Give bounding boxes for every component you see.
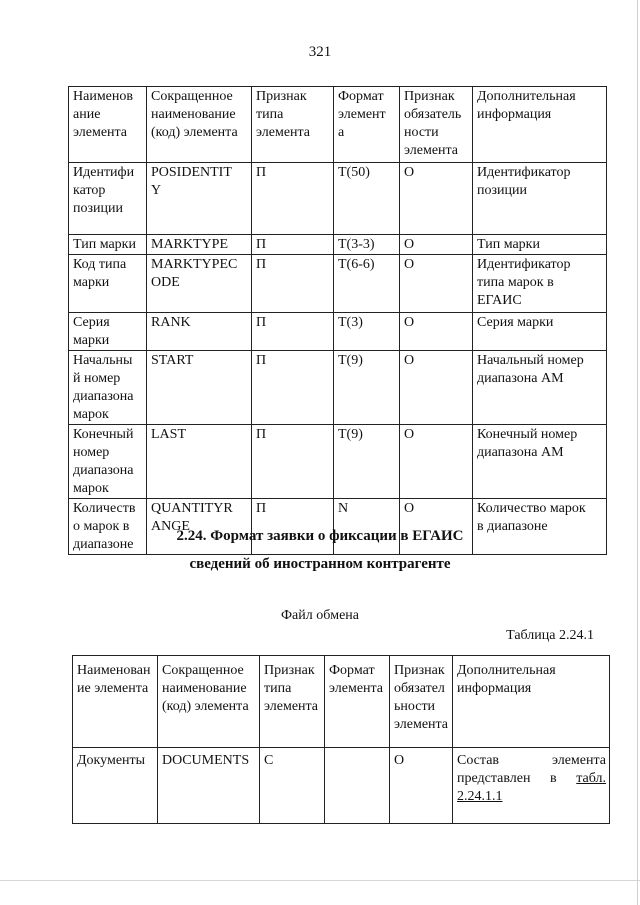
cell-line: POSIDENTIT [151,165,232,180]
table-cell [400,235,473,255]
cell-line: Формат [329,663,375,678]
table-cell: С [260,748,325,824]
table-cell [473,425,607,499]
table-cell [252,235,334,255]
cell-line: Идентифи [73,165,135,180]
cell-line: QUANTITYR [151,501,233,516]
table-cell [334,163,400,235]
table-cell [473,255,607,313]
table-cell [325,656,390,748]
cell-line: MARKTYPEC [151,257,238,272]
cell-line: наименование [151,107,236,122]
table-cell [147,499,252,555]
table-row [69,235,607,255]
table-cell [473,163,607,235]
cell-line: элемента [329,681,384,696]
table-cell [252,163,334,235]
table-cell [334,255,400,313]
cell-line: П [256,237,267,252]
cell-line: Т(9) [338,427,363,442]
table-header-row [73,656,610,748]
cell-line: Т(3) [338,315,363,330]
cell-line: диапазона АМ [477,445,564,460]
cell-line: диапазона АМ [477,371,564,386]
cell-line: О [404,315,415,330]
cell-line: ьности [394,699,436,714]
table-row [69,163,607,235]
table-cell [400,163,473,235]
cell-line: Состав элемента [457,753,606,768]
page-edge [637,0,638,905]
table-cell [147,163,252,235]
table-cell [252,351,334,425]
cell-line: П [256,315,267,330]
cell-line: элемента [394,717,449,732]
cell-line: LAST [151,427,186,442]
cell-line: MARKTYPE [151,237,229,252]
table-cell [400,87,473,163]
cell-line: Идентификатор [477,165,571,180]
exchange-file-table [72,655,610,824]
cell-line: позиции [477,183,527,198]
table-cell [69,163,147,235]
cell-line: Начальны [73,353,133,368]
cell-text: представлен в [457,771,557,786]
cell-line: диапазона [73,389,134,404]
table-cell [473,351,607,425]
cell-line: марки [73,275,110,290]
cell-line: Конечный [73,427,134,442]
file-label: Файл обмена [280,608,360,623]
cell-line: Формат [338,89,384,104]
cell-line: диапазона [73,463,134,478]
cell-line: Тип марки [477,237,540,252]
table-cell [334,235,400,255]
table-cell [473,87,607,163]
table-cell [473,499,607,555]
table-cell [69,87,147,163]
table-cell [147,235,252,255]
cell-line: START [151,353,194,368]
cell-line: марок [73,481,109,496]
table-cell [325,748,390,824]
cell-line: Признак [264,663,315,678]
cell-line: П [256,427,267,442]
table-cell [69,313,147,351]
cell-line: О [404,353,415,368]
cell-line: П [256,165,267,180]
cell-line: ности [404,125,439,140]
table-cell: О [390,748,453,824]
cell-line: Дополнительная [477,89,576,104]
table-cell [453,656,610,748]
cell-line: О [404,257,415,272]
cell-line: элемента [256,125,311,140]
table-cell [334,313,400,351]
table-cell [334,425,400,499]
cell-line: Наименов [73,89,133,104]
table-row [69,425,607,499]
table-cell [252,87,334,163]
cell-line: элемента [404,143,459,158]
table-row [69,255,607,313]
table-row [69,313,607,351]
section-title: 2.24. Формат заявки о фиксации в ЕГАИС [176,528,464,544]
table-cell: Документы [73,748,158,824]
cell-line: О [404,501,415,516]
table-cell [400,351,473,425]
table-cell [69,425,147,499]
table-cell [400,255,473,313]
table-cell [473,235,607,255]
table-cell [147,351,252,425]
cell-line: О [404,165,415,180]
cell-line: Серия [73,315,110,330]
cell-line: Количество марок [477,501,586,516]
cell-line: Т(50) [338,165,370,180]
cell-line: элемента [264,699,319,714]
cell-line: марок [73,407,109,422]
table-reference-link[interactable]: 2.24.1.1 [457,789,503,804]
cell-line: типа марок в [477,275,554,290]
cell-line: Тип марки [73,237,136,252]
cell-line: Сокращенное [162,663,244,678]
cell-line: марки [73,333,110,348]
table-cell [69,255,147,313]
table-cell [390,656,453,748]
cell-line: типа [264,681,292,696]
cell-line: позиции [73,201,123,216]
cell-line: Количеств [73,501,136,516]
table-cell [73,656,158,748]
cell-line: катор [73,183,106,198]
table-cell [473,313,607,351]
cell-line: П [256,257,267,272]
cell-line: Т(9) [338,353,363,368]
table-header-row [69,87,607,163]
cell-line: элемент [338,107,386,122]
cell-line: наименование [162,681,247,696]
cell-line: Сокращенное [151,89,233,104]
cell-line: (код) элемента [162,699,249,714]
cell-line: ODE [151,275,180,290]
cell-line: Признак [256,89,307,104]
cell-line: Признак [394,663,445,678]
cell-line: информация [457,681,532,696]
cell-line [457,788,606,806]
table-caption: Таблица 2.24.1 [506,628,594,643]
cell-line: Код типа [73,257,127,272]
table-cell [334,499,400,555]
table-cell [400,499,473,555]
cell-line: ЕГАИС [477,293,522,308]
cell-line: Начальный номер [477,353,584,368]
table-cell [147,87,252,163]
cell-line: Серия марки [477,315,554,330]
table-cell [252,499,334,555]
table-row [69,351,607,425]
table-cell [252,255,334,313]
cell-line: RANK [151,315,191,330]
cell-line: Т(3-3) [338,237,375,252]
cell-line: о марок в [73,519,130,534]
table-cell [69,499,147,555]
table-cell [334,351,400,425]
cell-line: Наименован [77,663,151,678]
cell-line: элемента [73,125,128,140]
table-cell [252,425,334,499]
cell-line: диапазоне [73,537,134,552]
cell-line: О [404,427,415,442]
table-cell [147,425,252,499]
table-cell [400,313,473,351]
cell-line: ание [73,107,101,122]
cell-line: обязатель [404,107,462,122]
section-subtitle: сведений об иностранном контрагенте [189,556,451,572]
table-cell [158,656,260,748]
page-number: 321 [308,44,332,60]
table-cell: DOCUMENTS [158,748,260,824]
cell-line: Y [151,183,162,198]
cell-line: в диапазоне [477,519,548,534]
table-cell [69,235,147,255]
cell-line: N [338,501,349,516]
cell-line: й номер [73,371,121,386]
cell-line: Дополнительная [457,663,556,678]
cell-line: Идентификатор [477,257,571,272]
cell-line: обязател [394,681,445,696]
table-row [69,499,607,555]
cell-line: П [256,501,267,516]
table-cell [334,87,400,163]
table-cell [400,425,473,499]
cell-line: Т(6-6) [338,257,375,272]
table-cell [252,313,334,351]
cell-line: ие элемента [77,681,149,696]
cell-line: ANGE [151,519,190,534]
cell-line: Признак [404,89,455,104]
cell-line: номер [73,445,110,460]
cell-line: О [404,237,415,252]
table-reference-link[interactable]: табл. [576,771,607,786]
cell-line: типа [256,107,284,122]
table-cell [147,313,252,351]
cell-line: П [256,353,267,368]
cell-line: Конечный номер [477,427,578,442]
table-cell [453,748,610,824]
cell-line [457,770,606,788]
cell-line: а [338,125,345,140]
table-cell [147,255,252,313]
table-cell [69,351,147,425]
elements-table [68,86,607,555]
table-row [73,748,610,824]
cell-line: (код) элемента [151,125,238,140]
page-edge-bottom [0,880,640,881]
cell-line: информация [477,107,552,122]
table-cell [260,656,325,748]
